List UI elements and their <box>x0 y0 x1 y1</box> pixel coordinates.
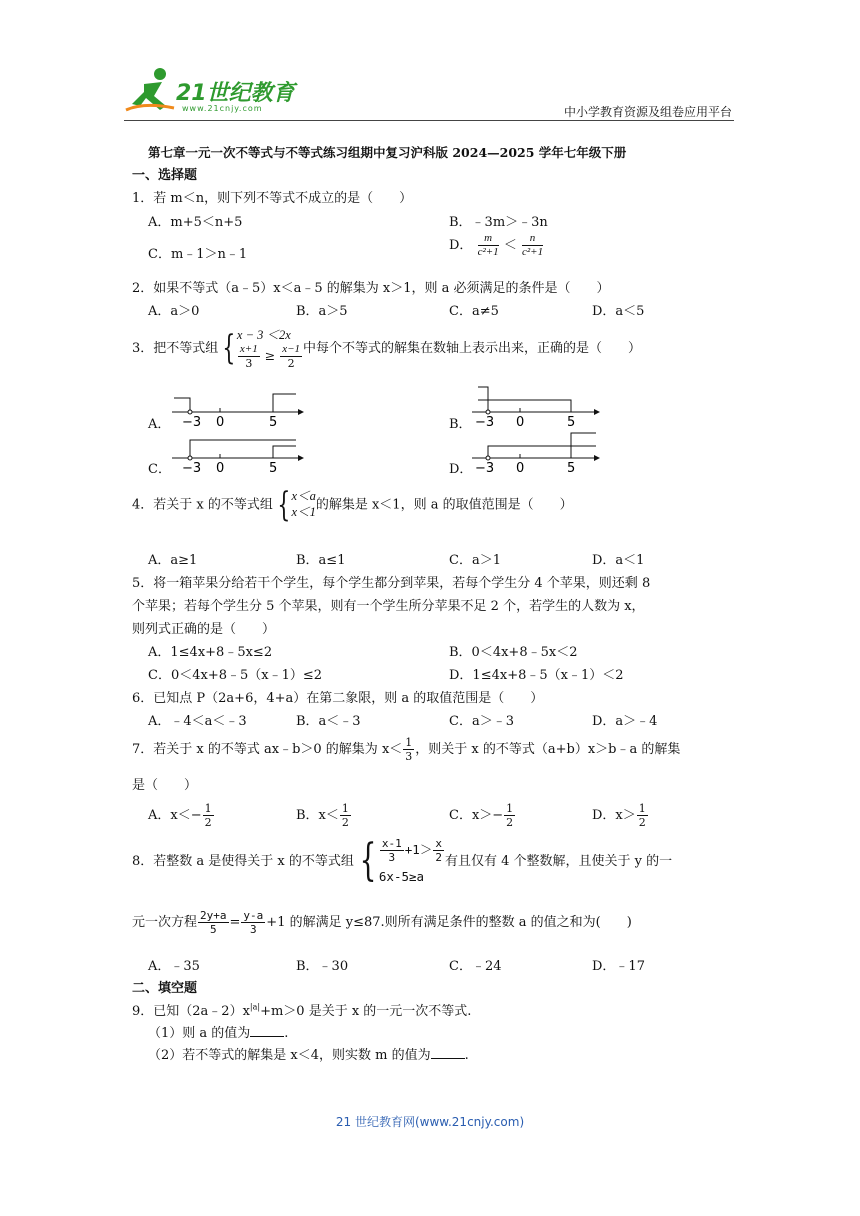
q5-option-b: B．0＜4x+8﹣5x＜2 <box>449 645 578 660</box>
number-line-d <box>470 428 605 473</box>
q8-option-c: C．﹣24 <box>449 959 502 974</box>
number-line-a <box>170 390 305 430</box>
q4-option-a: A．a≥1 <box>148 553 198 568</box>
q8-line-2: 元一次方程 $\frac{2y+a}{5}$ = $\frac{y-a}{3}$ +1 的解满足 y≤87.则所有满足条件的整数 a 的值之和为( ) <box>132 909 632 936</box>
q7-line-2: 是（ ） <box>132 778 198 793</box>
tick-label-5: 5 <box>269 461 278 473</box>
footer-link[interactable]: 21 世纪教育网(www.21cnjy.com) <box>335 1115 525 1129</box>
tick-label-neg3: −3 <box>182 461 202 473</box>
q6-option-a: A．﹣4＜a＜﹣3 <box>148 714 247 729</box>
q4-system: x＜a x＜1 <box>291 489 316 519</box>
tick-label-0: 0 <box>516 461 525 473</box>
q9-answer-blank-1[interactable] <box>250 1024 284 1037</box>
q6-option-d: D．a＞﹣4 <box>592 714 658 729</box>
q1-option-b: B．﹣3m＞﹣3n <box>449 215 548 230</box>
q2-option-b: B．a＞5 <box>296 304 348 319</box>
q5-line-3: 则列式正确的是（ ） <box>132 622 276 637</box>
q8-option-b: B．﹣30 <box>296 959 349 974</box>
q2-stem: 2．如果不等式（a﹣5）x＜a﹣5 的解集为 x＞1，则 a 必须满足的条件是（ ） <box>132 281 610 296</box>
section-choice: 一、选择题 <box>132 168 198 183</box>
q7-stem: 7．若关于 x 的不等式 ax﹣b＞0 的解集为 x＜ $\frac{1}{3}$ ，则关于 x 的不等式（a+b）x＞b﹣a 的解集 <box>132 736 681 763</box>
q3-option-a-label: A． <box>148 417 171 432</box>
q1-option-a: A．m+5＜n+5 <box>148 215 243 230</box>
q8-stem: 8．若整数 a 是使得关于 x 的不等式组 { $\frac{x-1}{3}$ +1＞ $\frac{x}{2}$ 6x-5≥a 有且仅有 4 个整数解，且使关于 y 的一 <box>132 835 673 887</box>
q1-d-fraction-1: $\frac{m}{\text{c²+1}}$ <box>477 232 499 258</box>
q8-option-a: A．﹣35 <box>148 959 200 974</box>
q5-option-a: A．1≤4x+8﹣5x≤2 <box>148 645 273 660</box>
q2-option-a: A．a＞0 <box>148 304 200 319</box>
q4-option-c: C．a＞1 <box>449 553 501 568</box>
q6-option-c: C．a＞﹣3 <box>449 714 514 729</box>
section-fill: 二、填空题 <box>132 981 198 996</box>
number-line-b <box>470 385 605 430</box>
platform-label: 中小学教育资源及组卷应用平台 <box>563 105 732 119</box>
q7-option-b: B．x＜ $\frac{1}{2}$ <box>296 802 349 829</box>
q9-stem: 9．已知$(2a﹣2)x^{|a|}+m>0$ 是关于 x 的一元一次不等式. <box>132 1002 472 1019</box>
tick-label-0: 0 <box>216 461 225 473</box>
header-rule <box>124 120 734 121</box>
tick-label-0: 0 <box>216 415 225 430</box>
q9-part-2: （2）若不等式的解集是 x＜4，则实数 m 的值为 . <box>148 1048 469 1063</box>
tick-label-0: 0 <box>516 415 525 430</box>
q3-option-c-label: C． <box>148 462 171 477</box>
tick-label-5: 5 <box>269 415 278 430</box>
runner-logo-icon <box>124 66 184 114</box>
q7-option-a: A．x＜− $\frac{1}{2}$ <box>148 802 212 829</box>
logo-url: www.21cnjy.com <box>182 104 263 113</box>
q4-option-b: B．a≤1 <box>296 553 346 568</box>
q6-option-b: B．a＜﹣3 <box>296 714 361 729</box>
q1-option-c: C．m﹣1＞n﹣1 <box>148 247 248 262</box>
page-title: 第七章一元一次不等式与不等式练习组期中复习沪科版 2024—2025 学年七年级下册 <box>148 145 627 160</box>
logo <box>124 66 294 116</box>
q4-stem: 4．若关于 x 的不等式组 { x＜a x＜1 的解集是 x＜1，则 a 的取值范围是（ ） <box>132 485 573 525</box>
q5-line-1: 5．将一箱苹果分给若干个学生，每个学生都分到苹果，若每个学生分 4 个苹果，则还剩 8 <box>132 576 651 591</box>
number-line-c <box>170 428 305 473</box>
q6-stem: 6．已知点 P（2a+6，4+a）在第二象限，则 a 的取值范围是（ ） <box>132 691 544 706</box>
q3-option-d-label: D． <box>449 462 473 477</box>
q2-option-c: C．a≠5 <box>449 304 499 319</box>
q9-answer-blank-2[interactable] <box>431 1046 465 1059</box>
q9-part-1: （1）则 a 的值为 . <box>148 1026 289 1041</box>
q4-option-d: D．a＜1 <box>592 553 645 568</box>
tick-label-5: 5 <box>567 461 576 473</box>
q7-option-d: D．x＞ $\frac{1}{2}$ <box>592 802 646 829</box>
tick-label-5: 5 <box>567 415 576 430</box>
q3-option-b-label: B． <box>449 417 472 432</box>
tick-label-neg3: −3 <box>182 415 202 430</box>
q8-system: $\frac{x-1}{3}$ +1＞ $\frac{x}{2}$ 6x-5≥a <box>378 837 442 884</box>
tick-label-neg3: −3 <box>475 461 495 473</box>
q5-line-2: 个苹果；若每个学生分 5 个苹果，则有一个学生所分苹果不足 2 个，若学生的人数为 x， <box>132 599 645 614</box>
q3-system: x − 3 ＜2x $\frac{x+1}{3}$ ≥ $\frac{x-1}{2}$ <box>236 328 300 370</box>
q1-stem: 1．若 m＜n，则下列不等式不成立的是（ ） <box>132 191 413 206</box>
q5-option-d: D．1≤4x+8﹣5（x﹣1）＜2 <box>449 668 624 683</box>
tick-label-neg3: −3 <box>475 415 495 430</box>
q7-option-c: C．x＞− $\frac{1}{2}$ <box>449 802 514 829</box>
q8-option-d: D．﹣17 <box>592 959 645 974</box>
q3-stem: 3．把不等式组 { x − 3 ＜2x $\frac{x+1}{3}$ ≥ $\frac{x-1}{2}$ 中每个不等式的解集在数轴上表示出来，正确的是（ ） <box>132 328 642 370</box>
q1-option-d: D． $\frac{m}{\text{c²+1}}$ ＜ $\frac{n}{\text{c²+1}}$ <box>449 232 544 258</box>
q5-option-c: C．0＜4x+8﹣5（x﹣1）≤2 <box>148 668 323 683</box>
q1-d-fraction-2: $\frac{n}{\text{c²+1}}$ <box>521 232 544 258</box>
logo-text: 21世纪教育 <box>176 81 295 106</box>
q2-option-d: D．a＜5 <box>592 304 645 319</box>
